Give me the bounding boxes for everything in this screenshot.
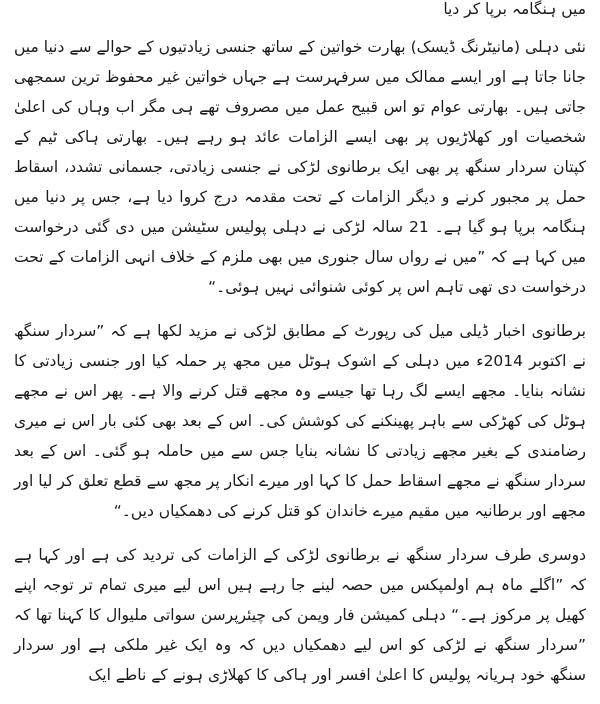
article-paragraph-2: برطانوی اخبار ڈیلی میل کی رپورٹ کے مطابق لڑکی نے مزید لکھا ہے کہ ”سردار سنگھ نے اکتوبر 2014ء میں دہلی کے اشوک ہوٹل میں مجھ پر حملہ کیا اور جنسی زیادتی کا نشانہ بنایا۔ مجھے ایسے لگ رہا تھا جیسے وہ مجھے قتل کرنے والا ہے۔ پھر اس نے مجھے ہوٹل کی کھڑکی سے باہر پھینکنے کی کوشش کی۔ اس کے بعد بھی کئی بار اس نے میری رضامندی کے بغیر مجھے زیادتی کا نشانہ بنایا جس سے میں حاملہ ہو گئی۔ اس کے بعد سردار سنگھ نے مجھے اسقاط حمل کا کہا اور میرے انکار پر مجھ سے قطع تعلق کر لیا اور مجھے اور برطانیہ میں مقیم میرے خاندان کو قتل کرنے کی دھمکیاں دیں۔“: [14, 322, 586, 520]
article-paragraph-3: دوسری طرف سردار سنگھ نے برطانوی لڑکی کے الزامات کی تردید کی ہے اور کہا ہے کہ ”اگلے ماہ ہم اولمپکس میں حصہ لینے جا رہے ہیں اس لیے میری تمام تر توجہ اپنے کھیل پر مرکوز ہے۔“ دہلی کمیشن فار ویمن کی چیئرپرسن سواتی ملیوال کا کہنا تھا کہ ”سردار سنگھ نے لڑکی کو اس لیے دھمکیاں دیں کہ وہ ایک غیر ملکی ہے اور سردار سنگھ خود ہریانہ پولیس کا اعلیٰ افسر اور ہاکی کا کھلاڑی ہونے کے ناطے ایک: [14, 546, 586, 684]
article-body: [14, 0, 586, 704]
article-paragraph-intro-fragment: میں ہنگامہ برپا کر دیا: [443, 0, 586, 18]
article-paragraph-1: نئی دہلی (مانیٹرنگ ڈیسک) بھارت خواتین کے ساتھ جنسی زیادتیوں کے حوالے سے دنیا میں جانا جاتا ہے اور ایسے ممالک میں سرفہرست ہے جہاں خواتین غیر محفوظ ترین سمجھی جاتی ہیں۔ بھارتی عوام تو اس قبیح عمل میں مصروف تھے ہی مگر اب وہاں کی اعلیٰ شخصیات اور کھلاڑیوں پر بھی ایسے الزامات عائد ہو رہے ہیں۔ بھارتی ہاکی ٹیم کے کپتان سردار سنگھ پر بھی ایک برطانوی لڑکی نے جنسی زیادتی، جسمانی تشدد، اسقاط حمل پر مجبور کرنے و دیگر الزامات کے تحت مقدمہ درج کروا دیا ہے، جس پر دنیا میں ہنگامہ برپا ہو گیا ہے۔ 21 سالہ لڑکی نے دہلی پولیس سٹیشن میں دی گئی درخواست میں کہا ہے کہ ”میں نے رواں سال جنوری میں بھی ملزم کے خلاف انہی الزامات کے تحت درخواست دی تھی تاہم اس پر کوئی شنوائی نہیں ہوئی۔“: [14, 38, 586, 296]
